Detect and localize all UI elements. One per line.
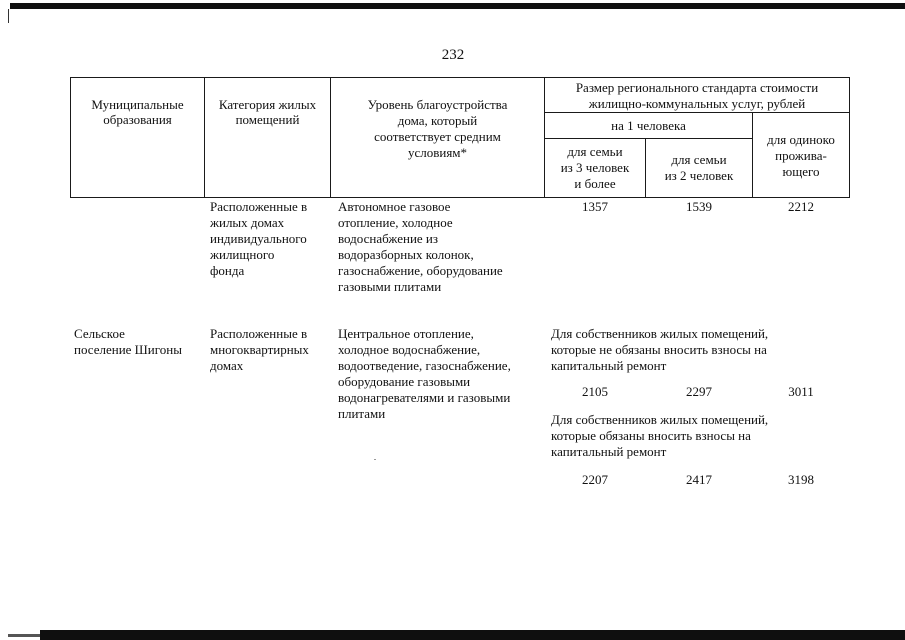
grid-line-left bbox=[70, 77, 71, 198]
top-scan-border bbox=[10, 3, 905, 9]
row2-level-line: водоотведение, газоснабжение, bbox=[338, 358, 511, 373]
row2-municipality-line: поселение Шигоны bbox=[74, 342, 182, 357]
row1-level-line: водоразборных колонок, bbox=[338, 247, 474, 262]
row2-note-a-line: которые не обязаны вносить взносы на bbox=[551, 342, 767, 357]
scan-speck bbox=[374, 459, 376, 460]
header-family3-line: для семьи bbox=[567, 144, 623, 159]
row2-municipality-line: Сельское bbox=[74, 326, 125, 341]
row1-category-line: жилых домах bbox=[210, 215, 285, 230]
row2-note-b-line: капитальный ремонт bbox=[551, 444, 667, 459]
grid-line-header-bottom bbox=[70, 197, 850, 198]
row2-value-a-family2: 2297 bbox=[686, 384, 712, 399]
row2-value-b-family2: 2417 bbox=[686, 472, 712, 487]
row2-note-a-line: Для собственников жилых помещений, bbox=[551, 326, 769, 341]
row2-value-b-single: 3198 bbox=[788, 472, 814, 487]
row2-value-a-family3: 2105 bbox=[582, 384, 608, 399]
header-level-line: дома, который bbox=[397, 113, 478, 128]
header-family3-line: из 3 человек bbox=[560, 160, 630, 175]
header-single-line: ющего bbox=[782, 164, 820, 179]
header-category-line: Категория жилых bbox=[218, 97, 317, 112]
header-standard-line: Размер регионального стандарта стоимости bbox=[575, 80, 819, 95]
header-municipality-line: образования bbox=[103, 112, 172, 127]
row2-note-a-line: капитальный ремонт bbox=[551, 358, 667, 373]
row1-category-line: индивидуального bbox=[210, 231, 307, 246]
row1-category-line: фонда bbox=[210, 263, 245, 278]
header-family2-line: из 2 человек bbox=[664, 168, 734, 183]
header-category-line: помещений bbox=[235, 112, 300, 127]
row2-note-b-line: которые обязаны вносить взносы на bbox=[551, 428, 751, 443]
header-municipality-line: Муниципальные bbox=[91, 97, 184, 112]
row2-category-line: многоквартирных bbox=[210, 342, 309, 357]
row2-level-line: водонагревателями и газовыми bbox=[338, 390, 511, 405]
row1-level-line: водоснабжение из bbox=[338, 231, 439, 246]
row1-category-line: жилищного bbox=[210, 247, 275, 262]
row1-value-single: 2212 bbox=[788, 199, 814, 214]
grid-line-col2 bbox=[204, 77, 205, 198]
header-per-person: на 1 человека bbox=[611, 118, 686, 133]
header-family3-line: и более bbox=[574, 176, 616, 191]
row2-category-line: домах bbox=[210, 358, 244, 373]
row2-level-line: холодное водоснабжение, bbox=[338, 342, 481, 357]
header-single-line: для одиноко bbox=[767, 132, 835, 147]
grid-line-right bbox=[849, 77, 850, 198]
grid-line-standard-sub bbox=[544, 112, 850, 113]
scan-edge-mark bbox=[8, 9, 9, 23]
grid-line-top bbox=[70, 77, 850, 78]
row2-level-line: оборудование газовыми bbox=[338, 374, 471, 389]
scan-edge-strip bbox=[8, 634, 40, 637]
row2-level-line: Центральное отопление, bbox=[338, 326, 474, 341]
row1-level-line: отопление, холодное bbox=[338, 215, 453, 230]
page-number: 232 bbox=[441, 47, 465, 63]
row1-category-line: Расположенные в bbox=[210, 199, 308, 214]
row2-level-line: плитами bbox=[338, 406, 386, 421]
header-level-line: соответствует средним bbox=[374, 129, 501, 144]
row1-level-line: газоснабжение, оборудование bbox=[338, 263, 503, 278]
header-level-line: условиям* bbox=[407, 145, 468, 160]
row1-value-family3: 1357 bbox=[582, 199, 608, 214]
header-family2-line: для семьи bbox=[671, 152, 727, 167]
row2-category-line: Расположенные в bbox=[210, 326, 308, 341]
row1-level-line: газовыми плитами bbox=[338, 279, 442, 294]
row2-note-b-line: Для собственников жилых помещений, bbox=[551, 412, 769, 427]
header-single-line: прожива- bbox=[775, 148, 827, 163]
row2-value-b-family3: 2207 bbox=[582, 472, 608, 487]
bottom-scan-border bbox=[40, 630, 905, 640]
row1-value-family2: 1539 bbox=[686, 199, 712, 214]
row1-level-line: Автономное газовое bbox=[338, 199, 451, 214]
grid-line-per-person-sub bbox=[544, 138, 752, 139]
row2-value-a-single: 3011 bbox=[788, 384, 814, 399]
header-level-line: Уровень благоустройства bbox=[367, 97, 508, 112]
header-standard-line: жилищно-коммунальных услуг, рублей bbox=[588, 96, 806, 111]
